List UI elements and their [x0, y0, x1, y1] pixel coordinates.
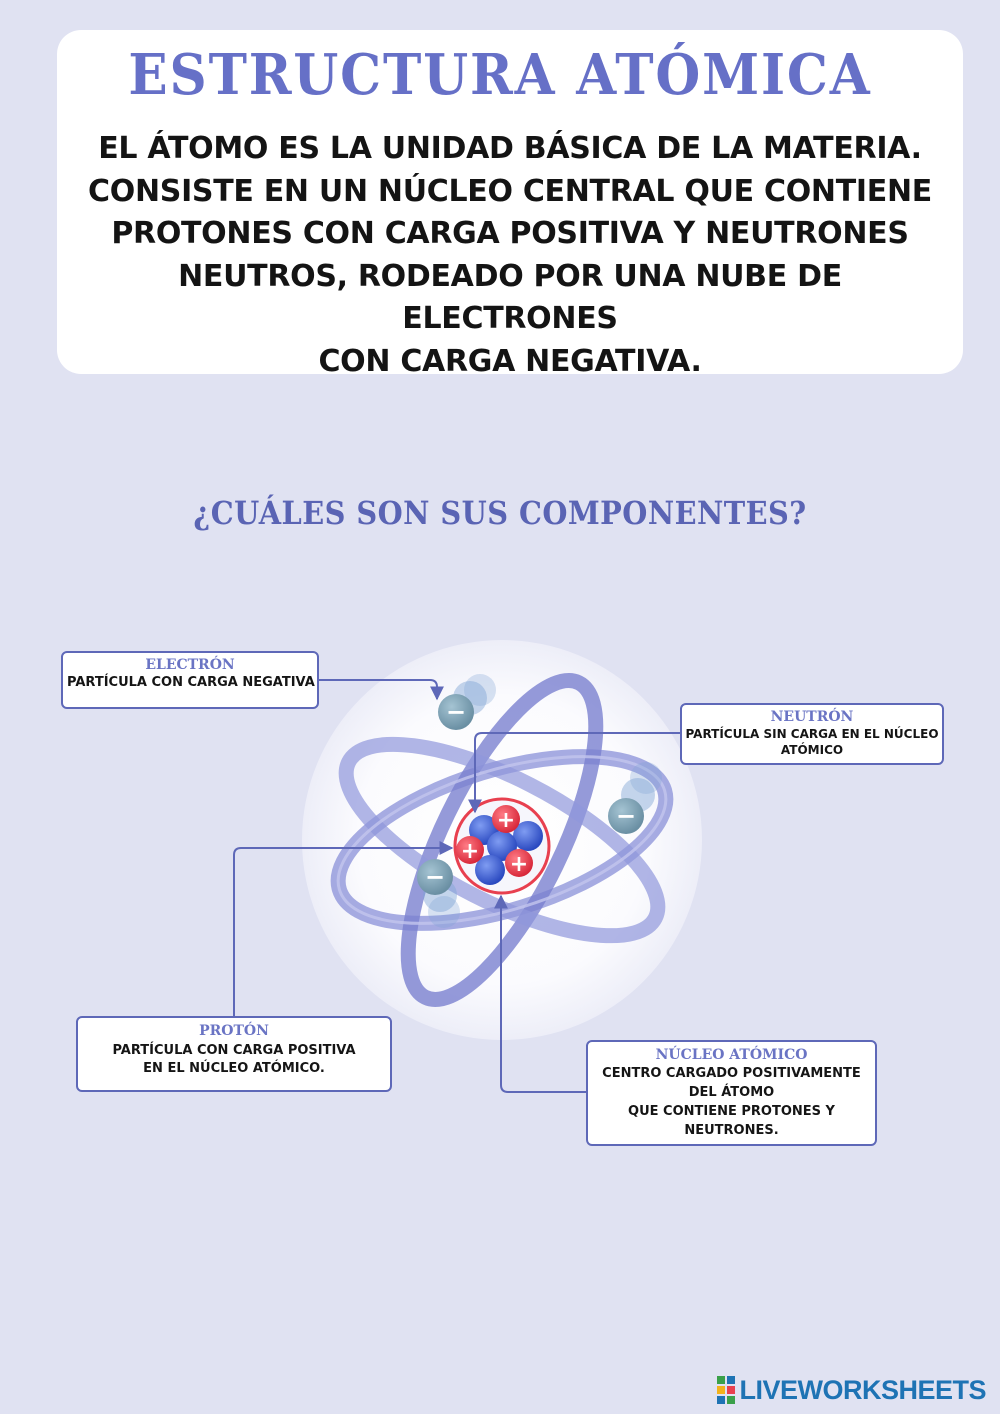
nucleus-label-box [586, 1040, 877, 1146]
intro-line: CON CARGA NEGATIVA. [318, 343, 702, 379]
proton-label-box [76, 1016, 392, 1092]
section-question: ¿CUÁLES SON SUS COMPONENTES? [193, 494, 807, 532]
intro-line: NEUTROS, RODEADO POR UNA NUBE DE ELECTRONES [178, 258, 842, 336]
plus-sign: + [460, 839, 480, 864]
plus-sign: + [496, 808, 516, 833]
page-title: ESTRUCTURA ATÓMICA [128, 42, 872, 108]
electron-label-box [61, 651, 319, 709]
liveworksheets-mark-icon [717, 1376, 735, 1404]
intro-line: PROTONES CON CARGA POSITIVA Y NEUTRONES [111, 216, 909, 251]
electron-label-title: ELECTRÓN [145, 657, 235, 673]
intro-line: CONSISTE EN UN NÚCLEO CENTRAL QUE CONTIENE [88, 173, 932, 209]
nucleus-label-desc: CENTRO CARGADO POSITIVAMENTE DEL ÁTOMO QUE CONTIENE PROTONES Y NEUTRONES. [602, 1066, 861, 1138]
neutron-label-title: NEUTRÓN [770, 709, 854, 725]
intro-line: EL ÁTOMO ES LA UNIDAD BÁSICA DE LA MATERIA. [98, 131, 922, 166]
plus-sign: + [509, 852, 529, 877]
brand-name: LIVEWORKSHEETS [739, 1374, 986, 1405]
nucleus-label-title: NÚCLEO ATÓMICO [655, 1047, 808, 1063]
atomic-nucleus [455, 799, 549, 893]
proton-label-desc: PARTÍCULA CON CARGA POSITIVA EN EL NÚCLEO ATÓMICO. [112, 1043, 356, 1076]
liveworksheets-logo [717, 1372, 986, 1408]
minus-sign: − [615, 802, 637, 830]
proton-label-title: PROTÓN [199, 1023, 269, 1039]
electron-label-desc: PARTÍCULA CON CARGA NEGATIVA [67, 675, 315, 690]
minus-sign: − [445, 698, 467, 726]
minus-sign: − [424, 863, 446, 891]
neutron-label-desc: PARTÍCULA SIN CARGA EN EL NÚCLEO ATÓMICO [685, 727, 939, 757]
neutron-label-box [680, 703, 944, 765]
